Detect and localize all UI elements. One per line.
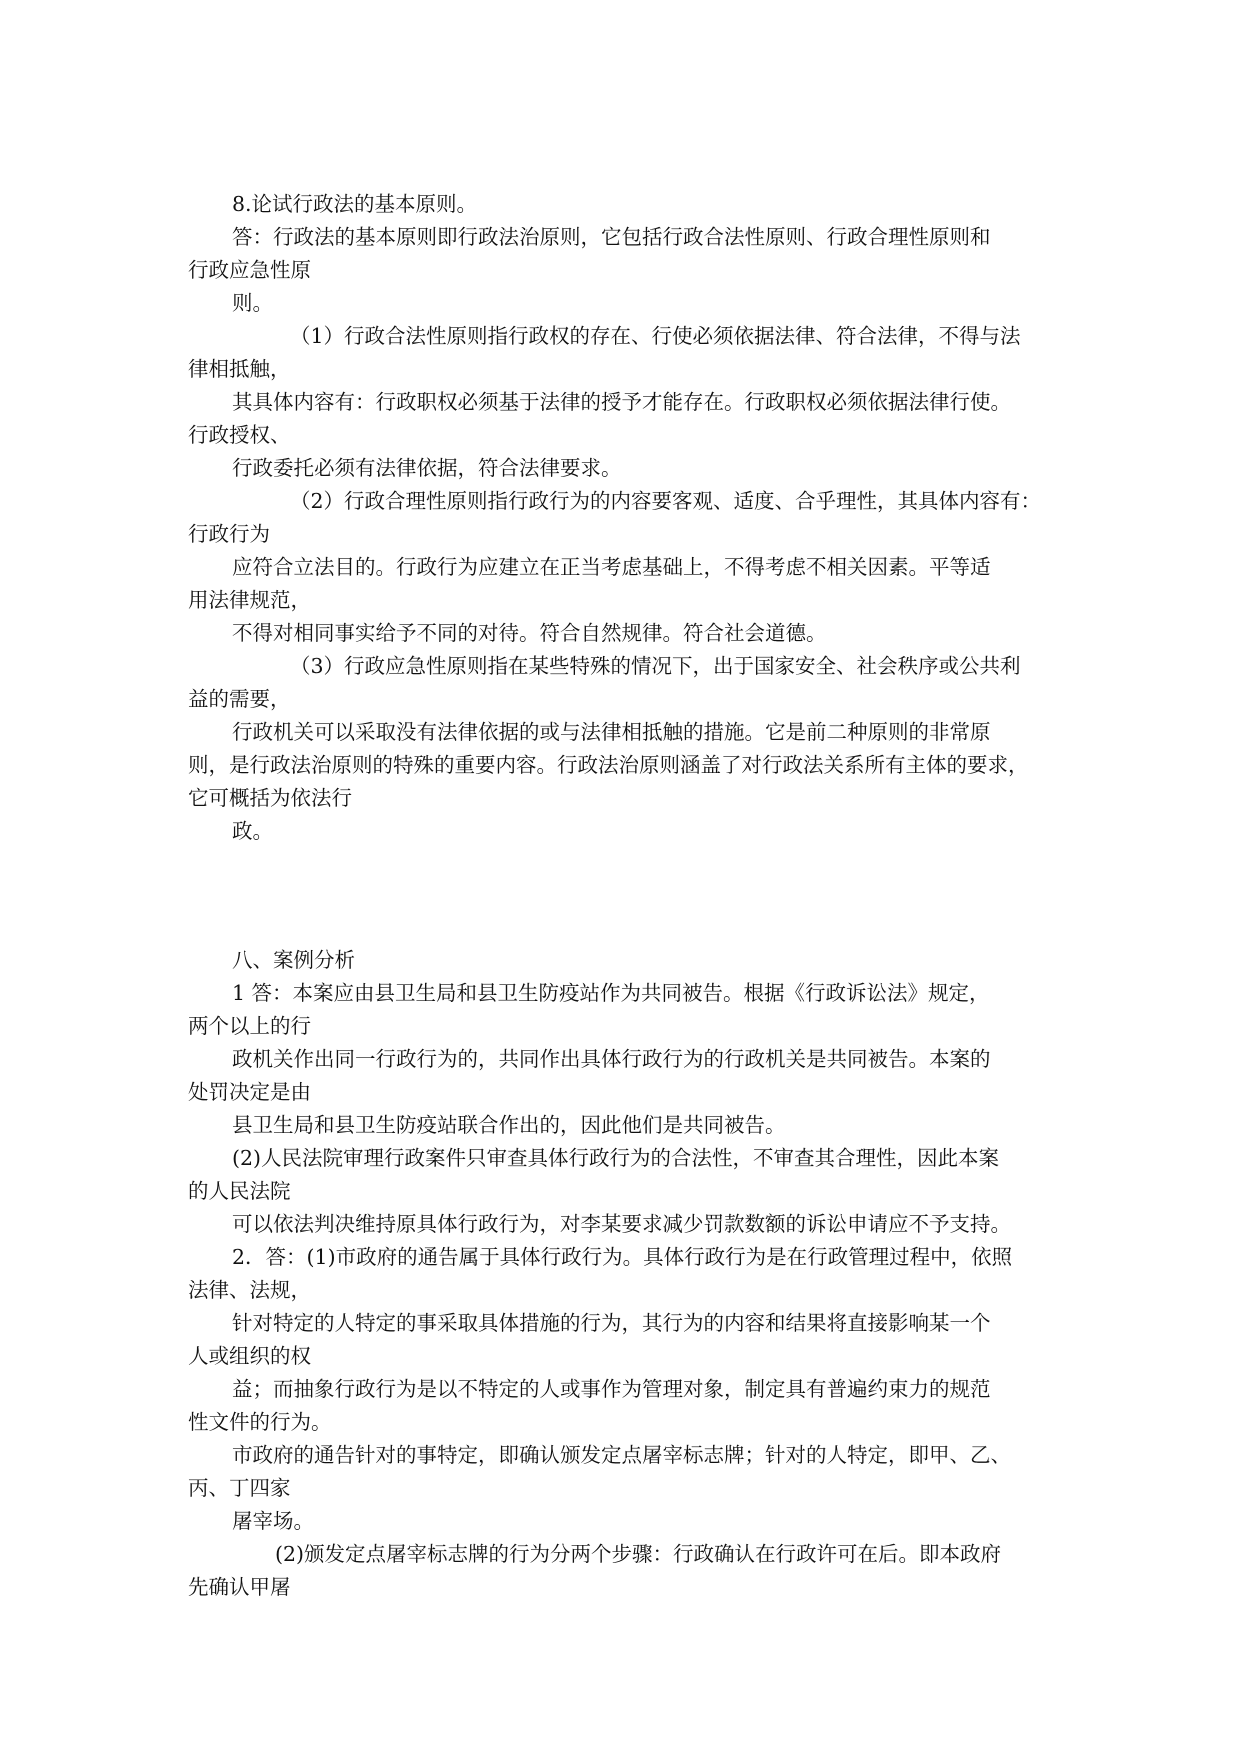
paragraph-line: (2)人民法院审理行政案件只审查具体行政行为的合法性，不审查其合理性，因此本案 [232,1146,1000,1170]
section-heading: 八、案例分析 [232,948,355,972]
paragraph-line: 它可概括为依法行 [188,786,352,810]
paragraph-line: （3）行政应急性原则指在某些特殊的情况下，出于国家安全、社会秩序或公共利 [290,654,1021,678]
answer-intro-line: 行政应急性原 [188,258,311,282]
paragraph-line: 政。 [232,819,273,843]
paragraph-line: 行政委托必须有法律依据，符合法律要求。 [232,456,622,480]
paragraph-line: 市政府的通告针对的事特定，即确认颁发定点屠宰标志牌；针对的人特定，即甲、乙、 [232,1443,1011,1467]
paragraph-line: 应符合立法目的。行政行为应建立在正当考虑基础上，不得考虑不相关因素。平等适 [232,555,991,579]
paragraph-line: 1 答：本案应由县卫生局和县卫生防疫站作为共同被告。根据《行政诉讼法》规定， [232,981,990,1005]
paragraph-line: 行政机关可以采取没有法律依据的或与法律相抵触的措施。它是前二种原则的非常原 [232,720,991,744]
paragraph-line: 其具体内容有：行政职权必须基于法律的授予才能存在。行政职权必须依据法律行使。 [232,390,1011,414]
answer-intro-line: 答：行政法的基本原则即行政法治原则，它包括行政合法性原则、行政合理性原则和 [232,225,991,249]
paragraph-line: 屠宰场。 [232,1509,314,1533]
paragraph-line: 针对特定的人特定的事采取具体措施的行为，其行为的内容和结果将直接影响某一个 [232,1311,991,1335]
paragraph-line: 益；而抽象行政行为是以不特定的人或事作为管理对象，制定具有普遍约束力的规范 [232,1377,991,1401]
paragraph-line: 不得对相同事实给予不同的对待。符合自然规律。符合社会道德。 [232,621,827,645]
paragraph-line: 先确认甲屠 [188,1575,291,1599]
paragraph-line: 政机关作出同一行政行为的，共同作出具体行政行为的行政机关是共同被告。本案的 [232,1047,991,1071]
paragraph-line: 人或组织的权 [188,1344,311,1368]
paragraph-line: 律相抵触， [188,357,291,381]
paragraph-line: （2）行政合理性原则指行政行为的内容要客观、适度、合乎理性，其具体内容有： [290,489,1042,513]
paragraph-line: 行政授权、 [188,423,291,447]
paragraph-line: 益的需要， [188,687,291,711]
paragraph-line: 则，是行政法治原则的特殊的重要内容。行政法治原则涵盖了对行政法关系所有主体的要求， [188,753,1029,777]
paragraph-line: 行政行为 [188,522,270,546]
paragraph-line: （1）行政合法性原则指行政权的存在、行使必须依据法律、符合法律，不得与法 [290,324,1021,348]
paragraph-line: 用法律规范， [188,588,311,612]
paragraph-line: (2)颁发定点屠宰标志牌的行为分两个步骤：行政确认在行政许可在后。即本政府 [275,1542,1002,1566]
paragraph-line: 两个以上的行 [188,1014,311,1038]
paragraph-line: 可以依法判决维持原具体行政行为，对李某要求减少罚款数额的诉讼申请应不予支持。 [232,1212,1011,1236]
paragraph-line: 丙、丁四家 [188,1476,291,1500]
paragraph-line: 县卫生局和县卫生防疫站联合作出的，因此他们是共同被告。 [232,1113,786,1137]
paragraph-line: 法律、法规， [188,1278,311,1302]
answer-intro-line: 则。 [232,291,273,315]
paragraph-line: 处罚决定是由 [188,1080,311,1104]
paragraph-line: 2．答：(1)市政府的通告属于具体行政行为。具体行政行为是在行政管理过程中，依照 [232,1245,1013,1269]
paragraph-line: 的人民法院 [188,1179,291,1203]
paragraph-line: 性文件的行为。 [188,1410,332,1434]
question-heading: 8.论试行政法的基本原则。 [232,192,478,216]
